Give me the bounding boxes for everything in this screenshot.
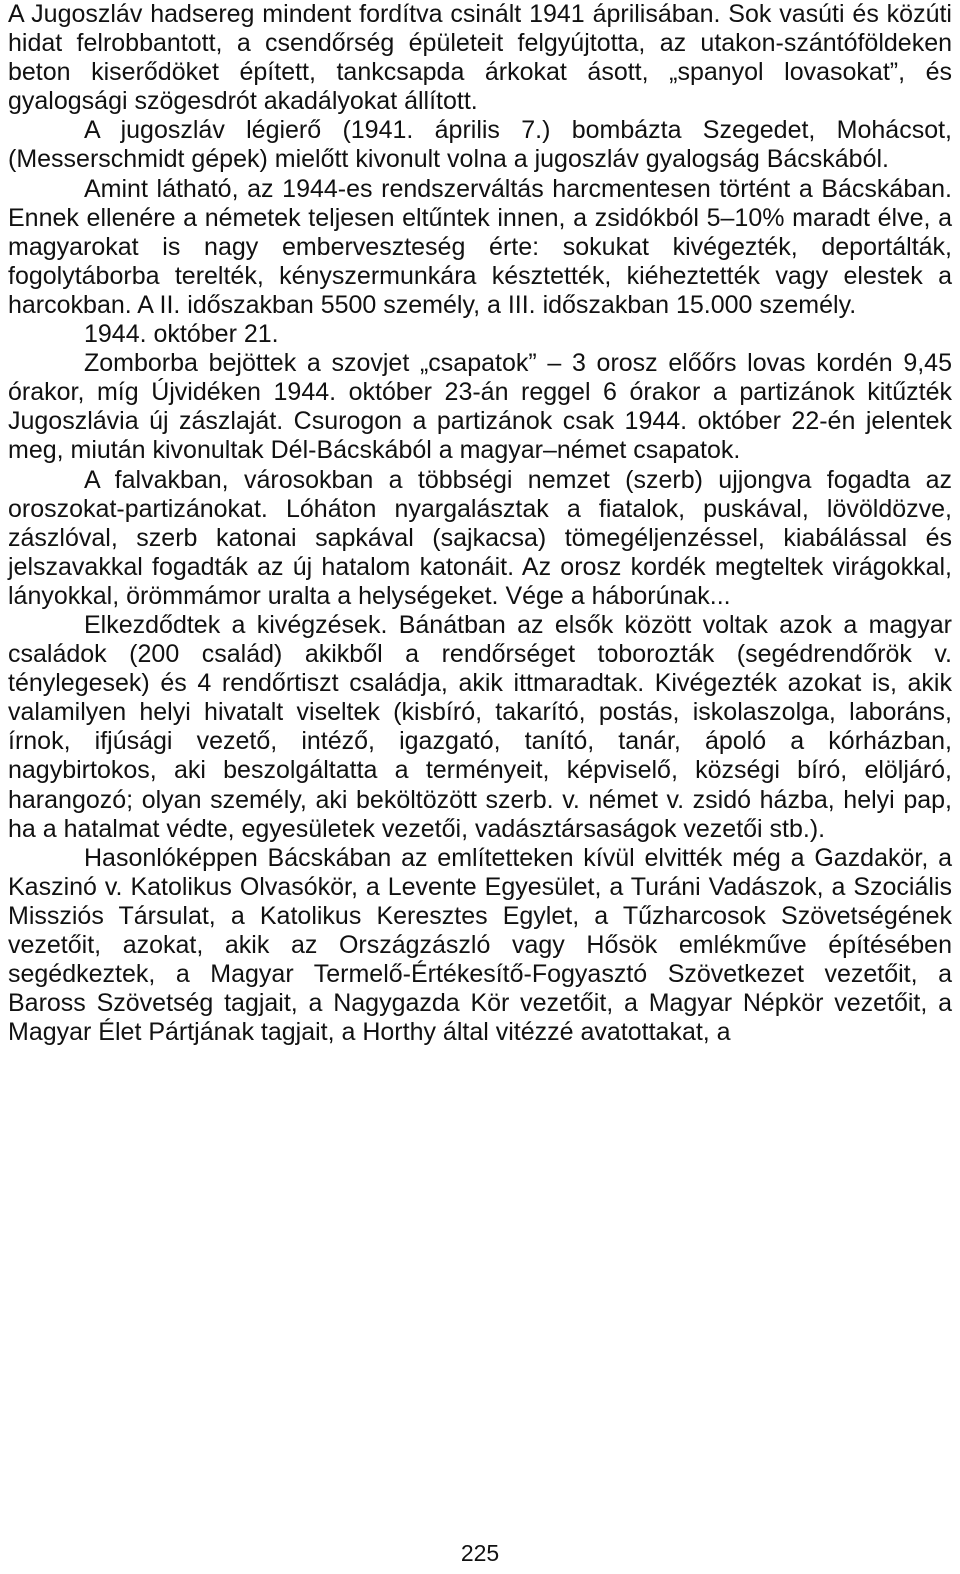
paragraph-2: A jugoszláv légierő (1941. április 7.) bombázta Szegedet, Mohácsot, (Messerschmidt gépek) mielőtt kivonult volna a jugoszláv gyalogság Bácskából. [8,116,952,174]
document-page [8,0,952,1047]
paragraph-4: Zomborba bejöttek a szovjet „csapatok” – 3 orosz előőrs lovas kordén 9,45 órakor, míg Újvidéken 1944. október 23-án reggel 6 órakor a partizánok kitűzték Jugoszlávia új zászlaját. Csurogon a partizánok csak 1944. október 22-én jelentek meg, miután kivonultak Dél-Bácskából a magyar–német csapatok. [8,349,952,465]
paragraph-6: Elkezdődtek a kivégzések. Bánátban az elsők között voltak azok a magyar családok (200 család) akikből a rendőrséget toborozták (segédrendőrök v. ténylegesek) és 4 rendőrtiszt családja, akik ittmaradtak. Kivégezték azokat is, akik valamilyen helyi hivatalt viseltek (kisbíró, takarító, postás, iskolaszolga, laboráns, írnok, ifjúsági vezető, intéző, igazgató, tanító, tanár, ápoló a kórházban, nagybirtokos, aki beszolgáltatta a terményeit, képviselő, községi bíró, elöljáró, harangozó; olyan személy, aki beköltözött szerb. v. német v. zsidó házba, helyi pap, ha a hatalmat védte, egyesületek vezetői, vadásztársaságok vezetői stb.). [8,610,952,843]
date-heading: 1944. október 21. [84,320,279,349]
paragraph-1: A Jugoszláv hadsereg mindent fordítva csinált 1941 áprilisában. Sok vasúti és közúti hidat felrobbantott, a csendőrség épületeit felgyújtotta, az utakon-szántóföldeken beton kiserődöket épített, tankcsapda árkokat ásott, „spanyol lovasokat”, és gyalogsági szögesdrót akadályokat állított. [8,0,952,116]
paragraph-5: A falvakban, városokban a többségi nemzet (szerb) ujjongva fogadta az oroszokat-partizánokat. Lóháton nyargalásztak a fiatalok, puskával, lövöldözve, zászlóval, szerb katonai sapkával (sajkacsa) tömegéljenzéssel, kiabálással és jelszavakkal fogadták az új hatalom katonáit. Az orosz kordék megteltek virágokkal, lányokkal, örömmámor uralta a helységeket. Vége a háborúnak... [8,465,952,610]
paragraph-3: Amint látható, az 1944-es rendszerváltás harcmentesen történt a Bácskában. Ennek ellenére a németek teljesen eltűntek innen, a zsidókból 5–10% maradt élve, a magyarokat is nagy emberveszteség érte: sokukat kivégezték, deportálták, fogolytáborba terelték, kényszermunkára késztették, kiéheztették vagy elestek a harcokban. A II. időszakban 5500 személy, a III. időszakban 15.000 személy. [8,174,952,319]
page-number: 225 [460,1540,500,1566]
paragraph-7: Hasonlóképpen Bácskában az említetteken kívül elvitték még a Gazdakör, a Kaszinó v. Katolikus Olvasókör, a Levente Egyesület, a Turáni Vadászok, a Szociális Missziós Társulat, a Katolikus Keresztes Egylet, a Tűzharcosok Szövetségének vezetőit, azokat, akik az Országzászló vagy Hősök emlékműve építésében segédkeztek, a Magyar Termelő-Értékesítő-Fogyasztó Szövetkezet vezetőit, a Baross Szövetség tagjait, a Nagygazda Kör vezetőit, a Magyar Népkör vezetőit, a Magyar Élet Pártjának tagjait, a Horthy által vitézzé avatottakat, a [8,843,952,1047]
